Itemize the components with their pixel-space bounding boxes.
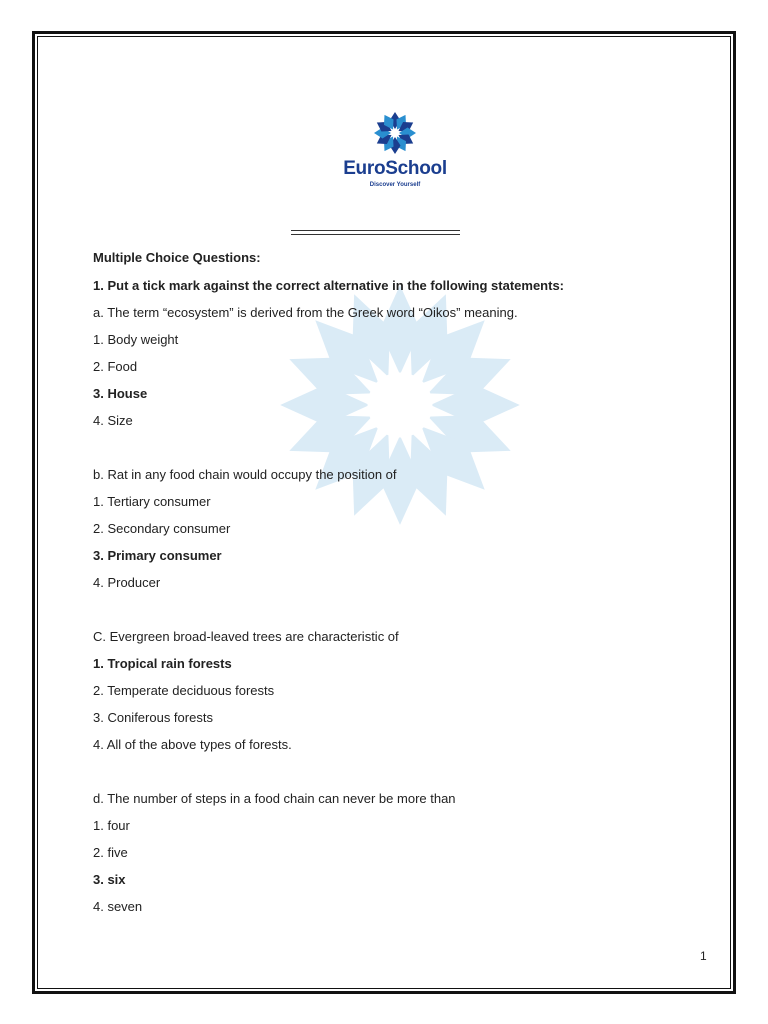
question-b: b. Rat in any food chain would occupy the position of [93,467,397,482]
question-a: a. The term “ecosystem” is derived from the Greek word “Oikos” meaning. [93,305,518,320]
option: 4. seven [93,899,143,914]
option: 2. five [93,845,128,860]
option: 1. Body weight [93,332,179,347]
option: 1. four [93,818,130,833]
option: 4. All of the above types of forests. [93,737,292,752]
option: 2. Temperate deciduous forests [93,683,275,698]
option-correct: 3. House [93,386,148,401]
option: 2. Food [93,359,138,374]
question-d: d. The number of steps in a food chain can never be more than [93,791,456,806]
title-rule [291,230,460,235]
option-correct: 3. Primary consumer [93,548,222,563]
question-c: C. Evergreen broad-leaved trees are characteristic of [93,629,399,644]
option-correct: 1. Tropical rain forests [93,656,232,671]
logo-snowflake-icon [372,110,418,156]
option: 1. Tertiary consumer [93,494,211,509]
logo-name: EuroSchool [343,158,447,179]
logo-tagline: Discover Yourself [369,182,421,188]
euroschool-logo [330,108,460,204]
option-correct: 3. six [93,872,126,887]
option: 2. Secondary consumer [93,521,231,536]
option: 4. Size [93,413,133,428]
page-number: 1 [700,949,707,963]
instruction: 1. Put a tick mark against the correct alternative in the following statements: [93,278,565,293]
option: 3. Coniferous forests [93,710,213,725]
option: 4. Producer [93,575,161,590]
section-heading: Multiple Choice Questions: [93,250,261,265]
